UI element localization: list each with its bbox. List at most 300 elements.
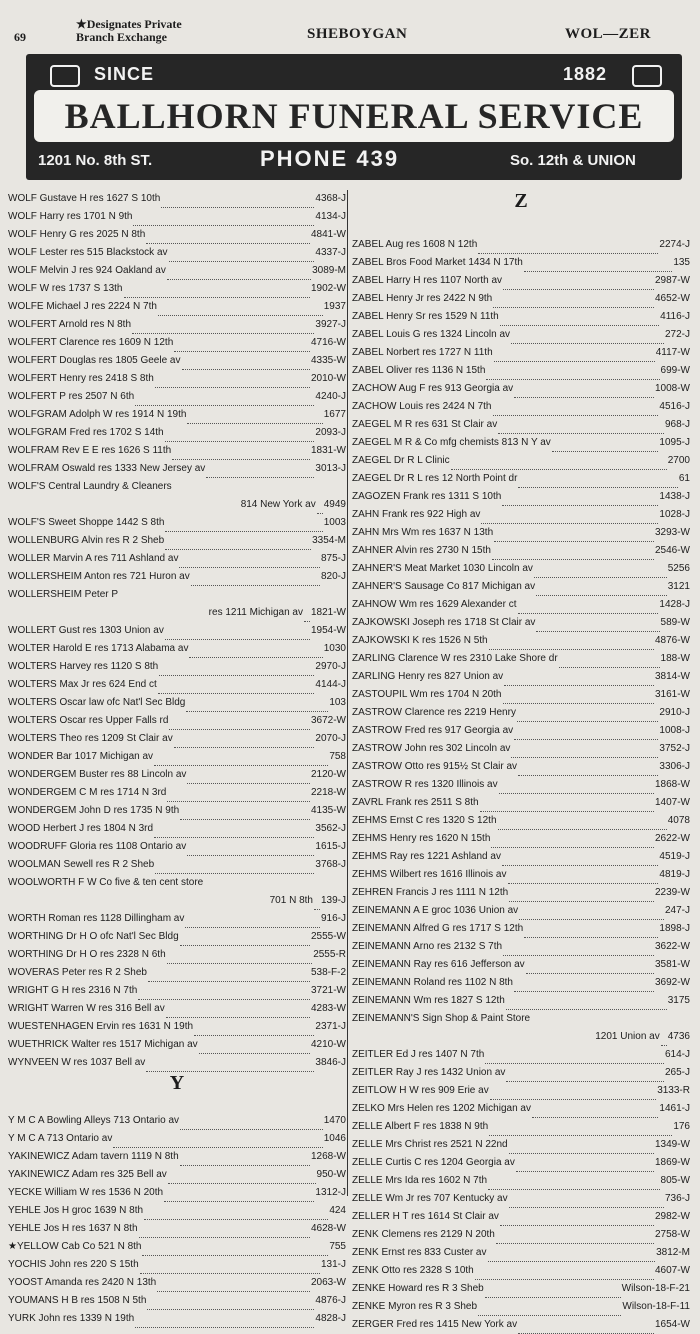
leader-dots — [169, 255, 315, 262]
listing-row — [8, 1112, 346, 1130]
leader-dots — [514, 391, 654, 398]
listing-row — [352, 488, 690, 506]
listing-name: YOUMANS H B res 1508 N 5th — [8, 1295, 147, 1306]
leader-dots — [518, 1327, 654, 1334]
leader-dots — [509, 895, 654, 902]
listing-name: WUESTENHAGEN Ervin res 1631 N 19th — [8, 1021, 194, 1032]
listing-phone: 1869-W — [654, 1157, 690, 1168]
listing-name: ZEINEMANN Alfred G res 1717 S 12th — [352, 923, 524, 934]
leader-dots — [489, 643, 654, 650]
listing-name: WOLFERT Henry res 2418 S 8th — [8, 373, 154, 384]
listing-row — [352, 686, 690, 704]
leader-dots — [167, 795, 310, 802]
listing-phone: 4519-J — [659, 851, 690, 862]
listing-phone: 188-W — [660, 653, 690, 664]
listing-phone: 424 — [329, 1205, 346, 1216]
leader-dots — [518, 481, 677, 488]
leader-dots — [504, 679, 654, 686]
listing-name: WOLFERT Clarence res 1609 N 12th — [8, 337, 174, 348]
listing-row — [352, 884, 690, 902]
leader-dots — [133, 219, 314, 226]
leader-dots — [180, 1123, 323, 1130]
listing-phone: 2555-R — [313, 949, 346, 960]
listing-row — [8, 766, 346, 784]
leader-dots — [167, 273, 311, 280]
leader-dots — [158, 309, 323, 316]
leader-dots — [500, 319, 659, 326]
listing-name: ZAEGEL Dr R L res 12 North Point dr — [352, 473, 518, 484]
listing-phone: 265-J — [664, 1067, 690, 1078]
leader-dots — [174, 345, 310, 352]
listing-name: WONDERGEM Buster res 88 Lincoln av — [8, 769, 187, 780]
listing-address: 701 N 8th — [269, 895, 313, 906]
leader-dots — [174, 741, 315, 748]
listing-name: WUETHRICK Walter res 1517 Michigan av — [8, 1039, 198, 1050]
listing-name: ZELLE Mrs Ida res 1602 N 7th — [352, 1175, 488, 1186]
listing-row — [352, 1154, 690, 1172]
leader-dots — [165, 525, 322, 532]
listing-name: ZENKE Myron res R 3 Sheb — [352, 1301, 478, 1312]
leader-dots — [478, 247, 658, 254]
listing-name: ZAHNOW Wm res 1629 Alexander ct — [352, 599, 517, 610]
left-column — [8, 190, 346, 1328]
leader-dots — [132, 327, 314, 334]
listing-row — [8, 442, 346, 460]
leader-dots — [113, 1141, 322, 1148]
listing-row — [8, 964, 346, 982]
listing-row — [352, 596, 690, 614]
ad-address-right: So. 12th & UNION — [510, 152, 636, 169]
listing-phone: 4607-W — [654, 1265, 690, 1276]
listing-phone: 3846-J — [315, 1057, 346, 1068]
listing-name: ZABEL Harry H res 1107 North av — [352, 275, 503, 286]
leader-dots — [514, 985, 654, 992]
leader-dots — [206, 471, 314, 478]
ad-address-left: 1201 No. 8th ST. — [38, 152, 153, 169]
listing-name: WOOD Herbert J res 1804 N 3rd — [8, 823, 154, 834]
leader-dots — [167, 957, 313, 964]
listing-row — [8, 262, 346, 280]
listing-name: ZENK Ernst res 833 Custer av — [352, 1247, 487, 1258]
listing-phone: 4652-W — [654, 293, 690, 304]
listing-row — [352, 866, 690, 884]
listing-row — [352, 1064, 690, 1082]
listing-phone: 1654-W — [654, 1319, 690, 1330]
leader-dots — [509, 1201, 664, 1208]
listing-row — [8, 802, 346, 820]
leader-dots — [158, 687, 315, 694]
listing-name: ZELLE Mrs Christ res 2521 N 22nd — [352, 1139, 508, 1150]
listing-row — [8, 910, 346, 928]
listing-name: ZAHN Mrs Wm res 1637 N 13th — [352, 527, 494, 538]
listing-phone: 2120-W — [310, 769, 346, 780]
listing-phone: 4144-J — [315, 679, 346, 690]
listing-row — [8, 694, 346, 712]
leader-dots — [490, 1093, 656, 1100]
listing-row — [352, 1316, 690, 1334]
listing-name: WOLLERT Gust res 1303 Union av — [8, 625, 164, 636]
listing-name: WOLTER Harold E res 1713 Alabama av — [8, 643, 189, 654]
lamp-icon — [632, 65, 662, 87]
listing-row — [352, 362, 690, 380]
listing-name: ZABEL Henry Sr res 1529 N 11th — [352, 311, 499, 322]
listing-name: ZAJKOWSKI K res 1526 N 5th — [352, 635, 488, 646]
listing-name: WOODRUFF Gloria res 1108 Ontario av — [8, 841, 187, 852]
listing-phone: 1937 — [323, 301, 346, 312]
leader-dots — [524, 265, 672, 272]
listing-name: WOLFERT Douglas res 1805 Geele av — [8, 355, 181, 366]
listing-name: ZABEL Norbert res 1727 N 11th — [352, 347, 493, 358]
listing-phone: 875-J — [320, 553, 346, 564]
leader-dots — [157, 1285, 310, 1292]
listing-phone: 3013-J — [315, 463, 346, 474]
leader-dots — [186, 705, 328, 712]
listing-row — [352, 974, 690, 992]
listing-name: WOLF Lester res 515 Blackstock av — [8, 247, 168, 258]
leader-dots — [499, 787, 654, 794]
listing-row — [352, 794, 690, 812]
listing-name: YURK John res 1339 N 19th — [8, 1313, 135, 1324]
section-letter-y: Y — [169, 1072, 185, 1094]
listing-name: ZASTROW Clarence res 2219 Henry — [352, 707, 516, 718]
listing-name: WONDERGEM John D res 1735 N 9th — [8, 805, 180, 816]
listing-phone: Wilson-18-F-11 — [622, 1301, 690, 1312]
leader-dots — [135, 1321, 314, 1328]
listing-row — [352, 1136, 690, 1154]
leader-dots — [485, 1291, 621, 1298]
listing-row — [352, 254, 690, 272]
listing-phone: 2093-J — [315, 427, 346, 438]
leader-dots — [185, 921, 320, 928]
listing-phone: 1268-W — [310, 1151, 346, 1162]
listing-row — [8, 1292, 346, 1310]
listing-phone: 5256 — [667, 563, 690, 574]
listing-phone: 2910-J — [659, 707, 690, 718]
leader-dots — [187, 777, 310, 784]
leader-dots — [517, 715, 658, 722]
listing-phone: 131-J — [320, 1259, 346, 1270]
listing-name: WORTH Roman res 1128 Dillingham av — [8, 913, 185, 924]
ad-phone: PHONE 439 — [260, 146, 400, 171]
name-range: WOL—ZER — [565, 26, 652, 42]
listing-row — [8, 1274, 346, 1292]
listing-row — [8, 928, 346, 946]
listing-row — [352, 308, 690, 326]
leader-dots — [514, 733, 658, 740]
listing-row — [352, 740, 690, 758]
listing-phone: 4516-J — [659, 401, 690, 412]
listing-row — [352, 704, 690, 722]
listing-name: WOLLENBURG Alvin res R 2 Sheb — [8, 535, 165, 546]
listing-phone: 4135-W — [310, 805, 346, 816]
listing-row — [352, 1046, 690, 1064]
leader-dots — [559, 661, 660, 668]
listing-phone: 2970-J — [315, 661, 346, 672]
listing-phone: 820-J — [320, 571, 346, 582]
listing-phone: 3161-W — [654, 689, 690, 700]
listing-row — [352, 938, 690, 956]
leader-dots — [489, 1129, 672, 1136]
listing-phone: Wilson-18-F-21 — [621, 1283, 690, 1294]
listing-phone: 755 — [329, 1241, 346, 1252]
leader-dots — [511, 751, 658, 758]
listing-name: ZARLING Clarence W res 2310 Lake Shore dr — [352, 653, 558, 664]
listing-phone: 3581-W — [654, 959, 690, 970]
listing-continuation — [8, 604, 346, 622]
listing-name: ZEHMS Wilbert res 1616 Illinois av — [352, 869, 507, 880]
listing-phone: 4210-W — [310, 1039, 346, 1050]
listing-row — [8, 784, 346, 802]
listing-row — [352, 830, 690, 848]
leader-dots — [494, 535, 654, 542]
listing-row — [8, 1000, 346, 1018]
listing-phone: 61 — [678, 473, 690, 484]
listing-name: ZEHMS Ernst C res 1320 S 12th — [352, 815, 497, 826]
listing-phone: 2371-J — [315, 1021, 346, 1032]
leader-dots — [502, 499, 658, 506]
leader-dots — [165, 633, 310, 640]
leader-dots — [161, 201, 314, 208]
leader-dots — [179, 561, 320, 568]
listing-row — [352, 1190, 690, 1208]
leader-dots — [498, 427, 664, 434]
listing-phone: 4819-J — [659, 869, 690, 880]
listing-row — [352, 902, 690, 920]
listing-name: WRIGHT G H res 2316 N 7th — [8, 985, 138, 996]
listing-phone: 1407-W — [654, 797, 690, 808]
listing-name: ZENK Clemens res 2129 N 20th — [352, 1229, 495, 1240]
listing-row — [352, 470, 690, 488]
listing-name: WORTHING Dr H O ofc Nat'l Sec Bldg — [8, 931, 179, 942]
listing-phone: 1428-J — [659, 599, 690, 610]
listing-phone: 950-W — [316, 1169, 346, 1180]
listing-row — [352, 290, 690, 308]
listing-name: YAKINEWICZ Adam tavern 1119 N 8th — [8, 1151, 179, 1162]
listing-phone: 1615-J — [315, 841, 346, 852]
listing-row — [8, 622, 346, 640]
listing-phone: 538-F-2 — [310, 967, 346, 978]
leader-dots — [536, 589, 667, 596]
listing-name: ZEINEMANN Roland res 1102 N 8th — [352, 977, 513, 988]
listing-name: ZARLING Henry res 827 Union av — [352, 671, 504, 682]
listing-row — [352, 812, 690, 830]
listing-row — [8, 280, 346, 298]
listing-name: WOLFGRAM Fred res 1702 S 14th — [8, 427, 164, 438]
column-divider — [347, 190, 348, 1196]
listing-name: WOLFERT P res 2507 N 6th — [8, 391, 135, 402]
listing-row — [8, 730, 346, 748]
leader-dots — [146, 237, 310, 244]
listing-row — [352, 1298, 690, 1316]
ad-business-name: BALLHORN FUNERAL SERVICE — [34, 90, 674, 142]
leader-dots — [485, 1057, 664, 1064]
ad-since: SINCE — [94, 64, 155, 84]
listing-phone: 2622-W — [654, 833, 690, 844]
leader-dots — [511, 337, 664, 344]
leader-dots — [124, 291, 310, 298]
listing-row — [352, 560, 690, 578]
leader-dots — [506, 1075, 664, 1082]
leader-dots — [508, 877, 659, 884]
listing-row — [352, 434, 690, 452]
leader-dots — [180, 939, 310, 946]
listing-name: ZACHOW Louis res 2424 N 7th — [352, 401, 492, 412]
listing-row — [352, 1208, 690, 1226]
listing-row — [352, 1244, 690, 1262]
listing-row — [8, 748, 346, 766]
listing-name: ZEINEMANN Wm res 1827 S 12th — [352, 995, 505, 1006]
listing-name: ZAEGEL M R & Co mfg chemists 813 N Y av — [352, 437, 551, 448]
leader-dots — [135, 399, 314, 406]
leader-dots — [534, 571, 667, 578]
listing-line: WOLF'S Central Laundry & Cleaners — [8, 481, 172, 492]
pbx-note-line1: ★Designates Private — [76, 17, 182, 31]
listing-row — [8, 208, 346, 226]
listing-phone: 4368-J — [315, 193, 346, 204]
listing-phone: 3721-W — [310, 985, 346, 996]
listing-continuation — [8, 496, 346, 514]
listing-phone: 3752-J — [659, 743, 690, 754]
listing-phone: 805-W — [660, 1175, 690, 1186]
listing-phone: 1868-W — [654, 779, 690, 790]
listing-phone: 2010-W — [310, 373, 346, 384]
listing-name: ZASTROW Fred res 917 Georgia av — [352, 725, 514, 736]
listing-name: ZABEL Henry Jr res 2422 N 9th — [352, 293, 493, 304]
listing-row — [352, 1172, 690, 1190]
leader-dots — [142, 1249, 328, 1256]
leader-dots — [187, 417, 322, 424]
listing-row — [8, 190, 346, 208]
leader-dots — [166, 1011, 310, 1018]
listing-row — [352, 1100, 690, 1118]
page-number: 69 — [14, 30, 26, 44]
listing-phone: 699-W — [660, 365, 690, 376]
listing-line: WOOLWORTH F W Co five & ten cent store — [8, 877, 204, 888]
leader-dots — [518, 607, 659, 614]
listing-name: WOLFRAM Oswald res 1333 New Jersey av — [8, 463, 206, 474]
listing-phone: 1008-W — [654, 383, 690, 394]
listing-phone: 4828-J — [315, 1313, 346, 1324]
listing-name: ZASTOUPIL Wm res 1704 N 20th — [352, 689, 502, 700]
listing-name: ZENKE Howard res R 3 Sheb — [352, 1283, 484, 1294]
leader-dots — [509, 1147, 654, 1154]
listing-name: ZEINEMANN Ray res 616 Jefferson av — [352, 959, 525, 970]
listing-phone: 103 — [329, 697, 346, 708]
listing-row — [352, 1226, 690, 1244]
listing-phone: 3354-M — [312, 535, 346, 546]
listing-row — [352, 398, 690, 416]
listing-row — [8, 838, 346, 856]
listing-name: ZELKO Mrs Helen res 1202 Michigan av — [352, 1103, 531, 1114]
listing-name: WRIGHT Warren W res 316 Bell av — [8, 1003, 165, 1014]
listing-name: ZEITLER Ray J res 1432 Union av — [352, 1067, 506, 1078]
listing-phone: 1898-J — [659, 923, 690, 934]
listing-phone: 4716-W — [310, 337, 346, 348]
leader-dots — [480, 805, 654, 812]
listing-phone: 2274-J — [659, 239, 690, 250]
listing-name: WOLTERS Oscar law ofc Nat'l Sec Bldg — [8, 697, 186, 708]
leader-dots — [536, 625, 659, 632]
leader-dots — [138, 993, 310, 1000]
leader-dots — [189, 651, 322, 658]
listing-name: ZABEL Oliver res 1136 N 15th — [352, 365, 486, 376]
listing-row — [352, 920, 690, 938]
listing-phone: 1831-W — [310, 445, 346, 456]
listing-row — [352, 506, 690, 524]
leader-dots — [165, 435, 315, 442]
leader-dots — [475, 1273, 654, 1280]
listing-phone: 1028-J — [659, 509, 690, 520]
listing-name: ZAGOZEN Frank res 1311 S 10th — [352, 491, 502, 502]
listing-phone: 4337-J — [315, 247, 346, 258]
listing-row — [352, 992, 690, 1010]
listing-name: ZABEL Louis G res 1324 Lincoln av — [352, 329, 511, 340]
leader-dots — [502, 859, 658, 866]
listing-phone: 3692-W — [654, 977, 690, 988]
listing-phone: 4117-W — [655, 347, 690, 358]
listing-row — [352, 1082, 690, 1100]
listing-name: WOLFERT Arnold res N 8th — [8, 319, 132, 330]
listing-name: YECKE William W res 1536 N 20th — [8, 1187, 164, 1198]
listing-name: ZAEGEL Dr R L Clinic — [352, 455, 450, 466]
listing-phone: 4841-W — [310, 229, 346, 240]
page-header — [0, 0, 700, 52]
listing-name: WORTHING Dr H O res 2328 N 6th — [8, 949, 166, 960]
listing-row — [8, 370, 346, 388]
listing-line: WOLLERSHEIM Peter P — [8, 589, 119, 600]
listing-row — [352, 1262, 690, 1280]
listing-name: ZABEL Bros Food Market 1434 N 17th — [352, 257, 523, 268]
listing-row — [8, 1148, 346, 1166]
leader-dots — [154, 831, 314, 838]
listing-phone: 4335-W — [310, 355, 346, 366]
listing-phone: 4283-W — [310, 1003, 346, 1014]
listing-row — [352, 452, 690, 470]
listing-row — [8, 1238, 346, 1256]
listing-name: Y M C A 713 Ontario av — [8, 1133, 113, 1144]
listing-phone: 4628-W — [310, 1223, 346, 1234]
listing-name: WOLFE Michael J res 2224 N 7th — [8, 301, 157, 312]
listing-row — [8, 1220, 346, 1238]
listing-row — [8, 640, 346, 658]
listing-phone: 2982-W — [654, 1211, 690, 1222]
listing-row — [8, 1036, 346, 1054]
listing-name: ZASTROW John res 302 Lincoln av — [352, 743, 511, 754]
leader-dots — [191, 579, 320, 586]
listing-row — [352, 344, 690, 362]
listing-phone: 2987-W — [654, 275, 690, 286]
listing-name: ZAHNER'S Sausage Co 817 Michigan av — [352, 581, 536, 592]
listing-phone: 1470 — [323, 1115, 346, 1126]
leader-dots — [148, 975, 310, 982]
listing-row — [352, 956, 690, 974]
listing-row — [8, 712, 346, 730]
listing-row — [352, 1118, 690, 1136]
listing-row — [352, 632, 690, 650]
listing-phone: 3622-W — [654, 941, 690, 952]
listing-name: WOLF Harry res 1701 N 9th — [8, 211, 133, 222]
leader-dots — [165, 543, 311, 550]
listing-name: ZASTROW Otto res 915½ St Clair av — [352, 761, 518, 772]
listing-name: WOLF Gustave H res 1627 S 10th — [8, 193, 161, 204]
listing-phone: 272-J — [664, 329, 690, 340]
listing-name: WONDER Bar 1017 Michigan av — [8, 751, 154, 762]
listing-phone: 3089-M — [312, 265, 346, 276]
leader-dots — [503, 949, 654, 956]
leader-dots — [500, 1219, 654, 1226]
listing-row — [352, 524, 690, 542]
listing-phone: 968-J — [664, 419, 690, 430]
